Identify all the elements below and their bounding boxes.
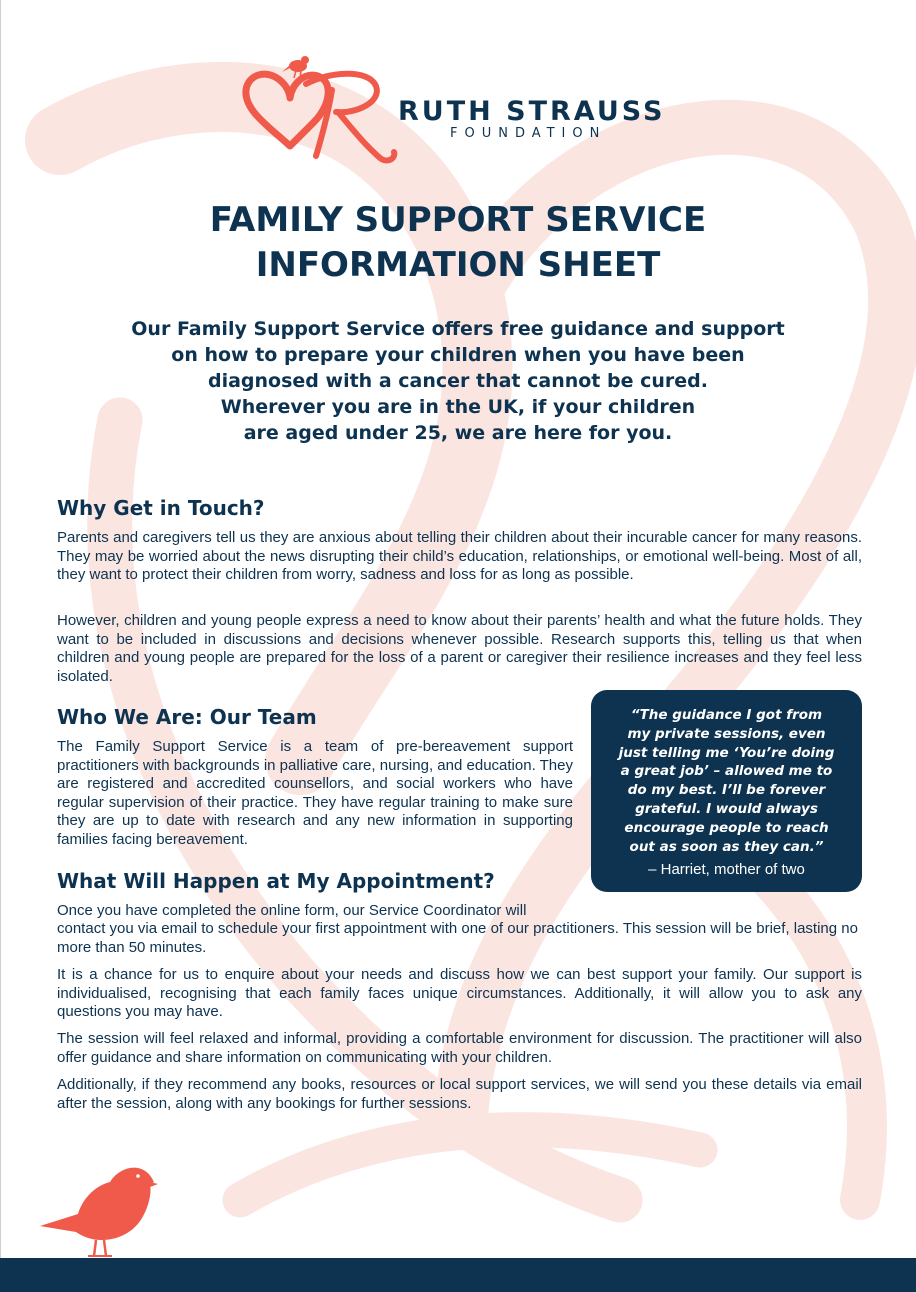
quote-line-4: a great job’ – allowed me to: [620, 763, 833, 780]
appointment-paragraph-1-line-1: Once you have completed the online form, our Service Coordinator will: [57, 902, 527, 919]
robin-icon: [38, 1160, 158, 1260]
appointment-heading: What Will Happen at My Appointment?: [57, 869, 495, 893]
why-paragraph-1: Parents and caregivers tell us they are anxious about telling their children about their incurable cancer for many reasons. They may be worried about the news disrupting their child’s education, relationships, or emotional well-being. Most of all, they want to protect their children from worry, sadness and loss for as long as possible.: [57, 529, 862, 583]
logo-name: RUTH STRAUSS: [398, 96, 666, 127]
quote-line-5: do my best. I’ll be forever: [627, 782, 826, 799]
quote-line-2: my private sessions, even: [627, 725, 826, 742]
appointment-paragraph-3: The session will feel relaxed and informal, providing a comfortable environment for discussion. The practitioner will also offer guidance and share information on communicating with your children.: [57, 1030, 862, 1066]
foundation-logo: [238, 54, 688, 164]
appointment-paragraph-2: It is a chance for us to enquire about your needs and discuss how we can best support your family. Our support is individualised, recognising that each family faces unique circumstances. Additionally, it will allow you to ask any questions you may have.: [57, 966, 862, 1020]
quote-line-6: grateful. I would always: [635, 800, 818, 817]
footer-bar: [0, 1258, 916, 1292]
title-line-1: FAMILY SUPPORT SERVICE: [209, 200, 707, 240]
title-line-2: INFORMATION SHEET: [255, 245, 661, 285]
intro-line-5: are aged under 25, we are here for you.: [243, 422, 673, 444]
intro-line-1: Our Family Support Service offers free guidance and support: [131, 318, 785, 340]
quote-line-8: out as soon as they can.”: [629, 838, 824, 855]
appointment-paragraph-4: Additionally, if they recommend any books, resources or local support services, we will send you these details via email after the session, along with any bookings for further sessions.: [57, 1076, 862, 1112]
intro-line-2: on how to prepare your children when you have been: [171, 344, 745, 366]
intro-line-4: Wherever you are in the UK, if your children: [220, 396, 696, 418]
why-paragraph-2: However, children and young people express a need to know about their parents’ health and what the future holds. They want to be included in discussions and decisions whenever possible. Research supports this, telling us that when children and young people are prepared for the loss of a parent or caregiver their resilience increases and they feel less isolated.: [57, 612, 862, 685]
intro-line-3: diagnosed with a cancer that cannot be cured.: [208, 370, 708, 392]
quote-text: [605, 706, 848, 856]
testimonial-quote: [591, 690, 862, 892]
team-paragraph: The Family Support Service is a team of pre-bereavement support practitioners with backgrounds in palliative care, nursing, and education. They are registered and accredited counsellors, and social workers who have regular supervision of their practice. They have regular training to make sure they are up to date with research and any new information in supporting families facing bereavement.: [57, 738, 573, 848]
quote-author: – Harriet, mother of two: [648, 861, 805, 878]
page-title: [0, 198, 916, 288]
page-edge: [0, 0, 1, 1292]
heart-bird-logo-icon: [238, 54, 408, 164]
team-heading: Who We Are: Our Team: [57, 705, 317, 729]
quote-line-1: “The guidance I got from: [630, 707, 823, 723]
quote-line-7: encourage people to reach: [624, 819, 829, 836]
logo-subtitle: FOUNDATION: [450, 126, 607, 141]
why-heading: Why Get in Touch?: [57, 496, 265, 520]
appointment-paragraph-1-rest: contact you via email to schedule your first appointment with one of our practitioners. This session will be brief, lasting no more than 50 minutes.: [57, 920, 858, 956]
intro-statement: [100, 316, 816, 446]
quote-line-3: just telling me ‘You’re doing: [618, 744, 835, 761]
